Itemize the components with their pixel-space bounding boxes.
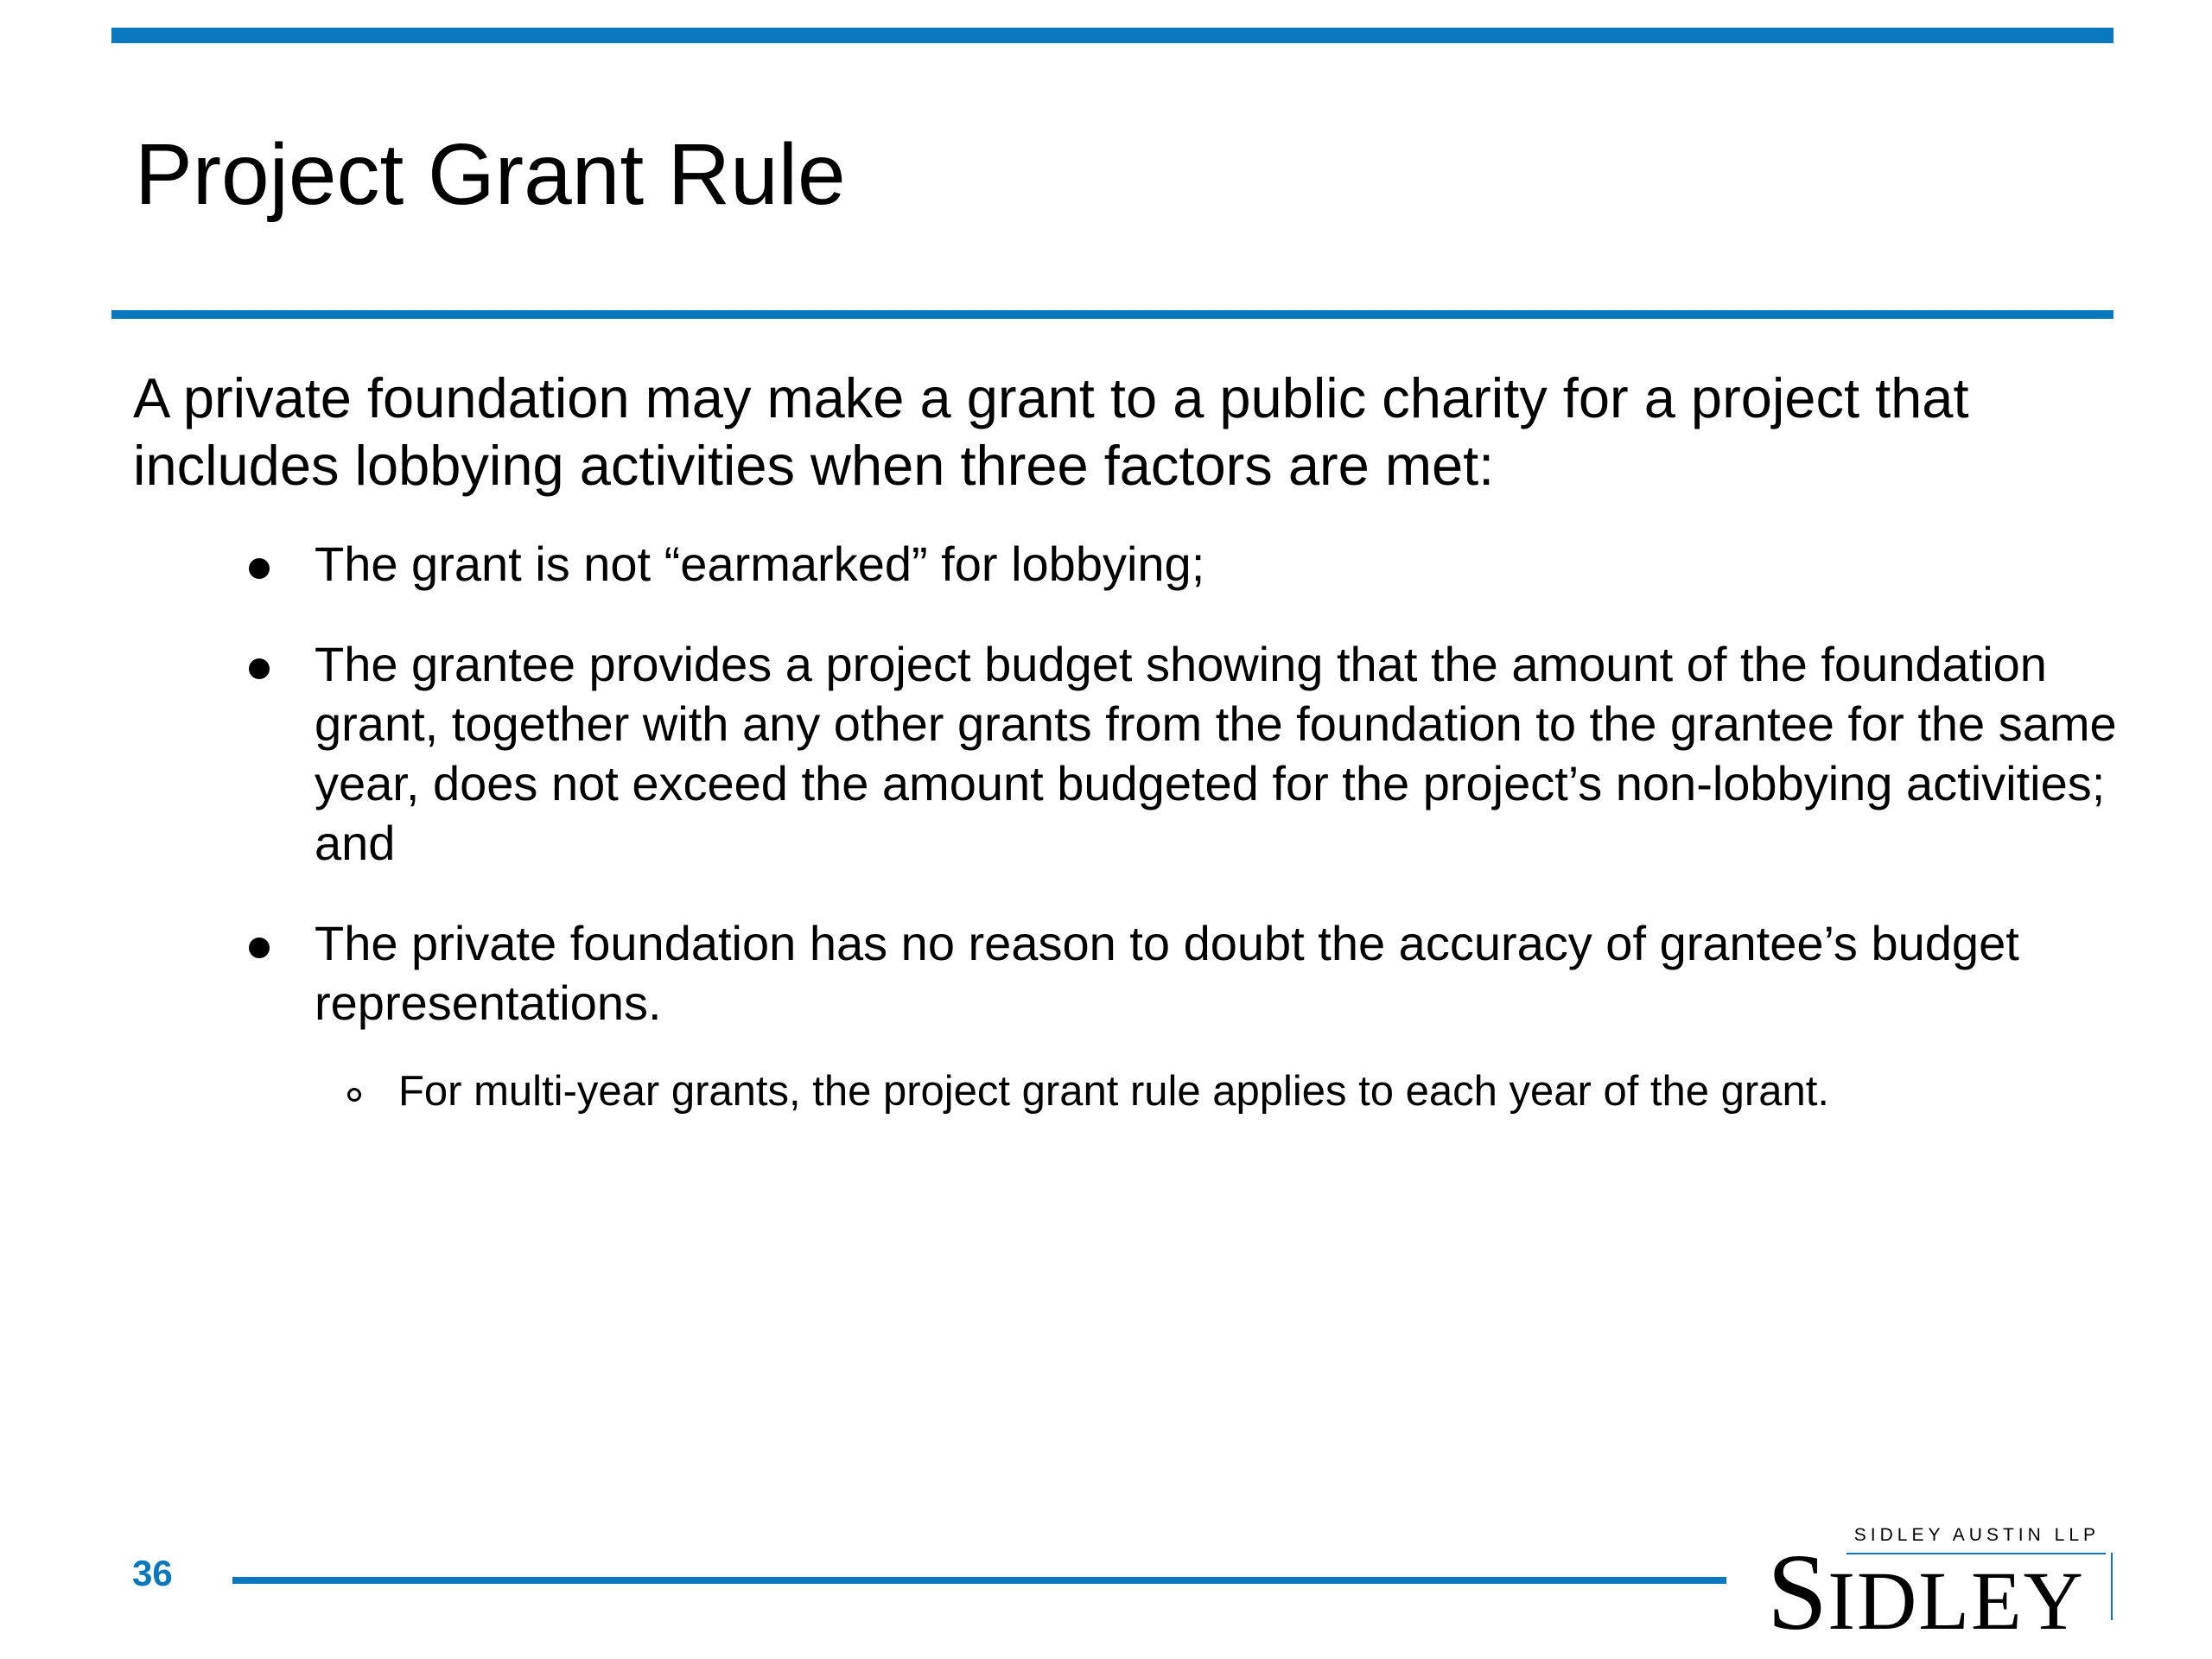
top-accent-rule xyxy=(111,28,2113,43)
bullet-item xyxy=(0,534,2212,594)
bullet-item xyxy=(0,913,2212,1033)
bullet-text: The grant is not “earmarked” for lobbying; xyxy=(315,537,1205,591)
sub-bullet-text: For multi-year grants, the project grant rule applies to each year of the grant. xyxy=(398,1068,1829,1115)
bullet-icon xyxy=(249,558,270,579)
logo-initial: S xyxy=(1767,1533,1828,1653)
title-divider-rule xyxy=(111,310,2113,319)
hollow-bullet-icon xyxy=(347,1088,361,1102)
logo-firm-name: SIDLEY AUSTIN LLP xyxy=(1853,1525,2100,1545)
sub-bullet-item xyxy=(0,1065,2212,1118)
bullet-icon xyxy=(249,938,270,958)
bullet-text: The grantee provides a project budget showing that the amount of the foundation grant, together with any other grants from the foundation to the grantee for the same year, does not exceed the amount budgeted for the project’s non-lobbying activities; and xyxy=(315,637,2117,870)
logo-vertical-rule xyxy=(2111,1553,2113,1620)
bullet-list xyxy=(0,534,2212,1118)
slide-title: Project Grant Rule xyxy=(135,126,846,223)
page-number: 36 xyxy=(132,1553,173,1593)
bullet-text: The private foundation has no reason to doubt the accuracy of grantee’s budget representations. xyxy=(315,916,2019,1030)
footer-rule xyxy=(232,1577,1726,1584)
sidley-logo xyxy=(1767,1525,2113,1653)
intro-paragraph: A private foundation may make a grant to a public charity for a project that includes lobbying activities when three factors are met: xyxy=(133,366,1969,497)
bullet-item xyxy=(0,634,2212,873)
logo-rest: IDLEY xyxy=(1827,1554,2085,1647)
bullet-icon xyxy=(249,658,270,679)
